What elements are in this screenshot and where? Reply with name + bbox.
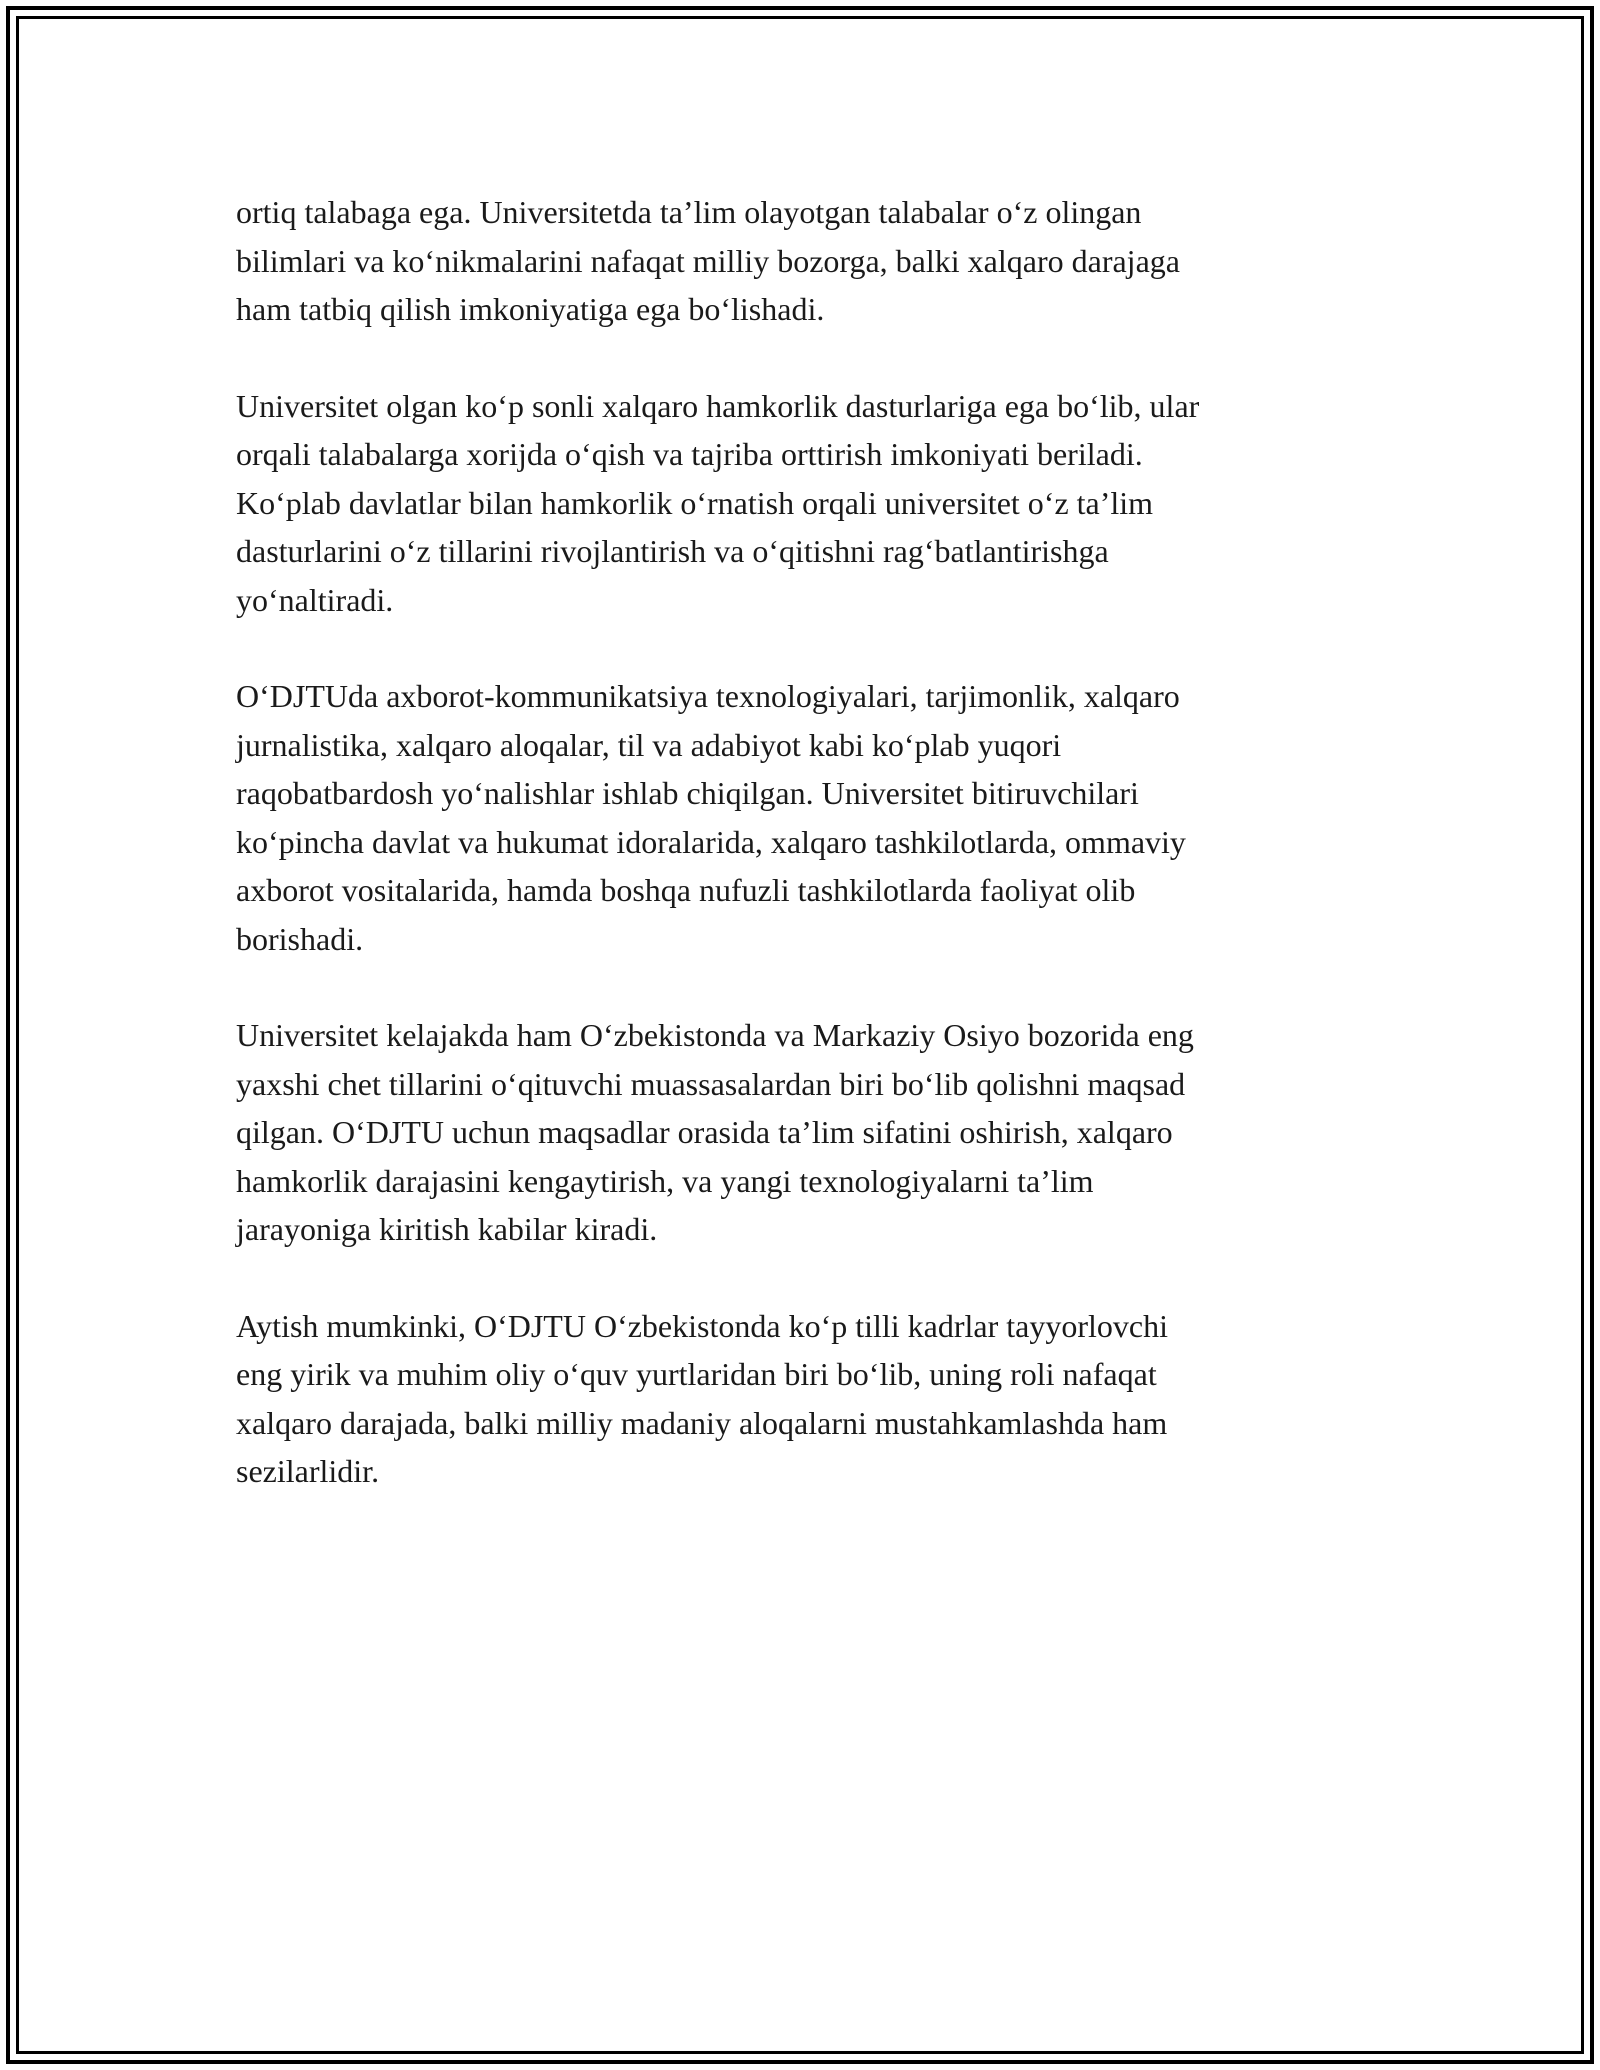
text-line: ko‘pincha davlat va hukumat idoralarida, xalqaro tashkilotlarda, ommaviy — [236, 823, 1186, 860]
text-line: O‘DJTUda axborot-kommunikatsiya texnologiyalari, tarjimonlik, xalqaro — [236, 678, 1180, 714]
text-line: xalqaro darajada, balki milliy madaniy aloqalarni mustahkamlashda ham — [236, 1404, 1168, 1441]
text-line: hamkorlik darajasini kengaytirish, va yangi texnologiyalarni ta’lim — [236, 1162, 1094, 1199]
text-line: borishadi. — [236, 920, 364, 957]
document-body — [236, 188, 1376, 1544]
text-line: Ko‘plab davlatlar bilan hamkorlik o‘rnatish orqali universitet o‘z ta’lim — [236, 484, 1154, 521]
text-line: yaxshi chet tillarini o‘qituvchi muassasalardan biri bo‘lib qolishni maqsad — [236, 1065, 1186, 1102]
text-line: jurnalistika, xalqaro aloqalar, til va adabiyot kabi ko‘plab yuqori — [236, 726, 1062, 763]
text-line: sezilarlidir. — [236, 1453, 380, 1489]
text-line: raqobatbardosh yo‘nalishlar ishlab chiqilgan. Universitet bitiruvchilari — [236, 775, 1139, 811]
text-line: dasturlarini o‘z tillarini rivojlantirish va o‘qitishni rag‘batlantirishga — [236, 533, 1109, 569]
paragraph-1 — [236, 188, 1376, 334]
text-line: Aytish mumkinki, O‘DJTU O‘zbekistonda ko‘p tilli kadrlar tayyorlovchi — [236, 1307, 1169, 1344]
text-line: axborot vositalarida, hamda boshqa nufuzli tashkilotlarda faoliyat olib — [236, 872, 1136, 908]
paragraph-2 — [236, 382, 1376, 625]
text-line: bilimlari va ko‘nikmalarini nafaqat milliy bozorga, balki xalqaro darajaga — [236, 242, 1180, 279]
text-line: orqali talabalarga xorijda o‘qish va tajriba orttirish imkoniyati beriladi. — [236, 436, 1143, 472]
paragraph-3 — [236, 672, 1376, 963]
text-line: ham tatbiq qilish imkoniyatiga ega bo‘lishadi. — [236, 291, 825, 327]
text-line: Universitet kelajakda ham O‘zbekistonda va Markaziy Osiyo bozorida eng — [236, 1017, 1194, 1053]
paragraph-5 — [236, 1302, 1376, 1496]
text-line: yo‘naltiradi. — [236, 581, 394, 618]
text-line: Universitet olgan ko‘p sonli xalqaro hamkorlik dasturlariga ega bo‘lib, ular — [236, 387, 1200, 424]
text-line: eng yirik va muhim oliy o‘quv yurtlaridan biri bo‘lib, uning roli nafaqat — [236, 1356, 1157, 1392]
text-line: ortiq talabaga ega. Universitetda ta’lim olayotgan talabalar o‘z olingan — [236, 194, 1142, 230]
text-line: qilgan. O‘DJTU uchun maqsadlar orasida ta’lim sifatini oshirish, xalqaro — [236, 1114, 1173, 1150]
paragraph-4 — [236, 1011, 1376, 1254]
text-line: jarayoniga kiritish kabilar kiradi. — [236, 1211, 658, 1247]
